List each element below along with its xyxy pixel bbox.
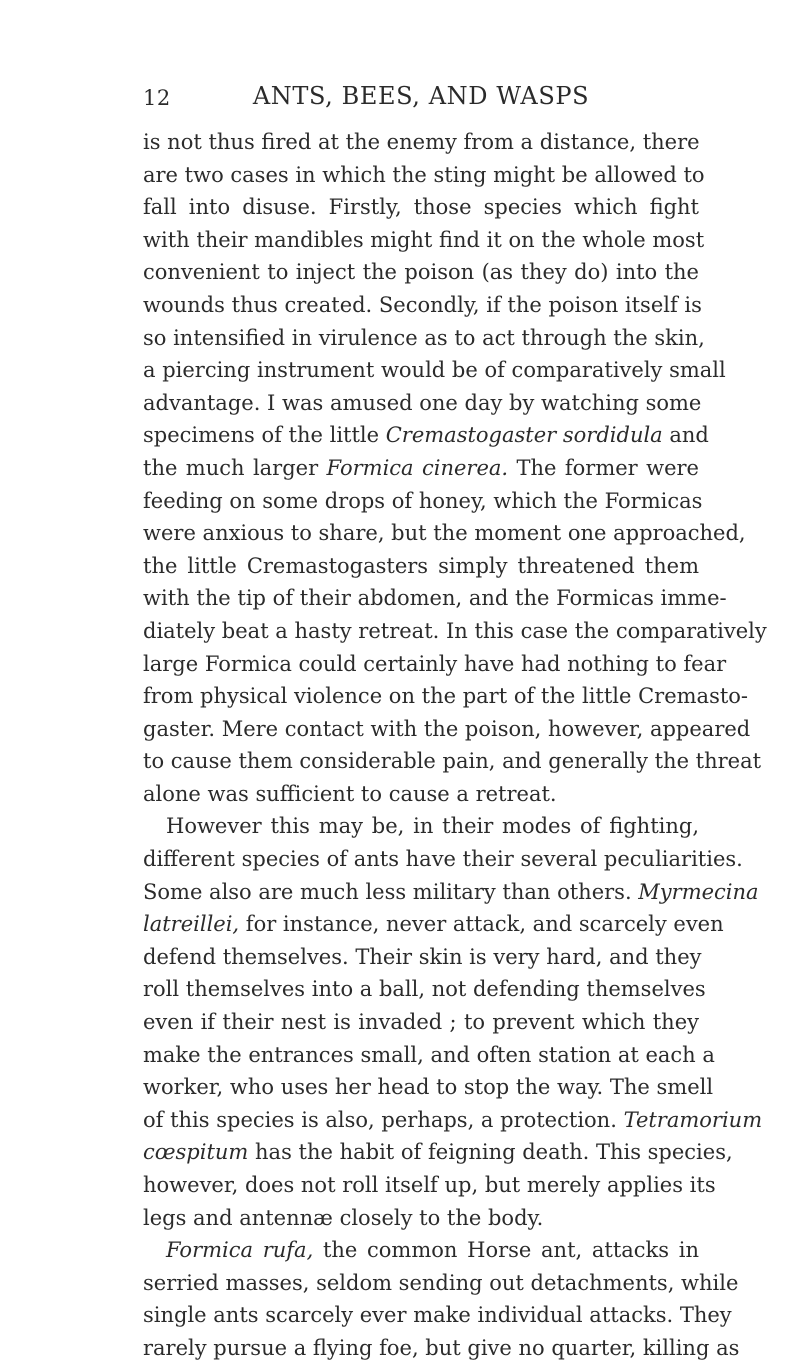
text-segment: so intensified in virulence as to act through the skin, (143, 325, 705, 350)
text-segment: from physical violence on the part of the little Cremasto- (143, 684, 749, 709)
text-segment: with the tip of their abdomen, and the Formicas imme- (143, 586, 727, 611)
text-line (143, 191, 699, 224)
text-segment: diately beat a hasty retreat. In this case the comparatively (143, 618, 767, 643)
text-segment: However this may be, in their modes of fighting, (166, 814, 699, 839)
text-segment: The former were (508, 455, 699, 480)
text-line (143, 126, 699, 159)
italic-text: latreillei, (143, 912, 240, 937)
text-line (143, 517, 746, 550)
text-segment: to cause them considerable pain, and generally the threat (143, 749, 762, 774)
text-segment: and (662, 423, 709, 448)
italic-text: Formica cinerea. (326, 455, 509, 480)
italic-text: Formica rufa, (166, 1238, 314, 1263)
text-line (143, 713, 751, 746)
text-line (143, 778, 699, 811)
text-line (143, 1136, 733, 1169)
text-line (143, 419, 709, 452)
text-line (143, 224, 705, 257)
text-segment: Some also are much less military than others. (143, 879, 639, 904)
text-segment: different species of ants have their several peculiarities. (143, 847, 743, 872)
text-line (143, 159, 705, 192)
text-line (143, 941, 702, 974)
text-segment: with their mandibles might find it on the whole most (143, 227, 705, 252)
text-segment: the much larger (143, 455, 327, 480)
text-segment: however, does not roll itself up, but merely applies its (143, 1173, 716, 1197)
running-head: ANTS, BEES, AND WASPS (252, 82, 590, 110)
text-segment: large Formica could certainly have had nothing to fear (143, 651, 727, 676)
text-segment: the common Horse ant, attacks in (313, 1238, 699, 1263)
text-segment: gaster. Mere contact with the poison, however, appeared (143, 716, 751, 741)
text-segment: defend themselves. Their skin is very hard, and they (143, 944, 702, 969)
text-segment: make the entrances small, and often station at each a (143, 1042, 715, 1067)
text-segment: even if their nest is invaded ; to prevent which they (143, 1010, 699, 1035)
text-line (143, 289, 702, 322)
italic-text: Tetramorium (623, 1107, 763, 1132)
text-line (143, 1006, 699, 1039)
text-line (143, 322, 705, 355)
text-segment: has the habit of feigning death. This species, (248, 1140, 733, 1165)
italic-text: Myrmecina (638, 879, 759, 904)
text-line (143, 1039, 715, 1072)
text-line (143, 1267, 739, 1300)
text-line (143, 1234, 699, 1267)
text-line (143, 1332, 740, 1365)
text-segment: were anxious to share, but the moment one approached, (143, 521, 746, 546)
text-line (143, 550, 699, 583)
text-line (143, 876, 759, 909)
text-line (143, 615, 767, 648)
text-line (143, 354, 726, 387)
text-segment: are two cases in which the sting might be allowed to (143, 162, 705, 187)
text-line (143, 810, 699, 843)
page-number: 12 (143, 86, 171, 110)
text-segment: is not thus fired at the enemy from a distance, there (143, 130, 700, 154)
text-segment: specimens of the little (143, 423, 386, 448)
body-text (143, 126, 767, 1365)
text-segment: a piercing instrument would be of comparatively small (143, 358, 726, 383)
text-segment: worker, who uses her head to stop the way. The smell (143, 1075, 714, 1100)
italic-text: cœspitum (143, 1140, 249, 1165)
text-line (143, 648, 727, 681)
text-segment: rarely pursue a flying foe, but give no quarter, killing as (143, 1335, 740, 1360)
text-segment: single ants scarcely ever make individual attacks. They (143, 1303, 732, 1328)
text-line (143, 1169, 716, 1202)
text-line (143, 745, 762, 778)
text-segment: for instance, never attack, and scarcely even (239, 912, 724, 937)
page-header (143, 80, 699, 120)
text-segment: wounds thus created. Secondly, if the poison itself is (143, 292, 702, 317)
text-line (143, 452, 699, 485)
text-line (143, 387, 702, 420)
text-line (143, 485, 703, 518)
text-line (143, 1104, 763, 1137)
text-segment: the little Cremastogasters simply threatened them (143, 553, 699, 578)
text-segment: advantage. I was amused one day by watching some (143, 390, 702, 415)
text-line (143, 582, 727, 615)
text-line (143, 1071, 714, 1104)
text-segment: feeding on some drops of honey, which the Formicas (143, 488, 703, 513)
text-line (143, 908, 724, 941)
text-line (143, 1202, 699, 1235)
text-segment: alone was sufficient to cause a retreat. (143, 781, 557, 806)
text-line (143, 256, 699, 289)
text-segment: serried masses, seldom sending out detachments, while (143, 1270, 739, 1295)
text-segment: legs and antennæ closely to the body. (143, 1205, 544, 1230)
text-line (143, 1299, 732, 1332)
text-segment: convenient to inject the poison (as they do) into the (143, 260, 699, 285)
text-segment: roll themselves into a ball, not defending themselves (143, 977, 706, 1002)
text-line (143, 843, 743, 876)
text-line (143, 680, 749, 713)
text-segment: of this species is also, perhaps, a protection. (143, 1107, 624, 1132)
text-segment: fall into disuse. Firstly, those species which fight (143, 195, 699, 220)
italic-text: Cremastogaster sordidula (385, 423, 663, 448)
text-line (143, 973, 706, 1006)
